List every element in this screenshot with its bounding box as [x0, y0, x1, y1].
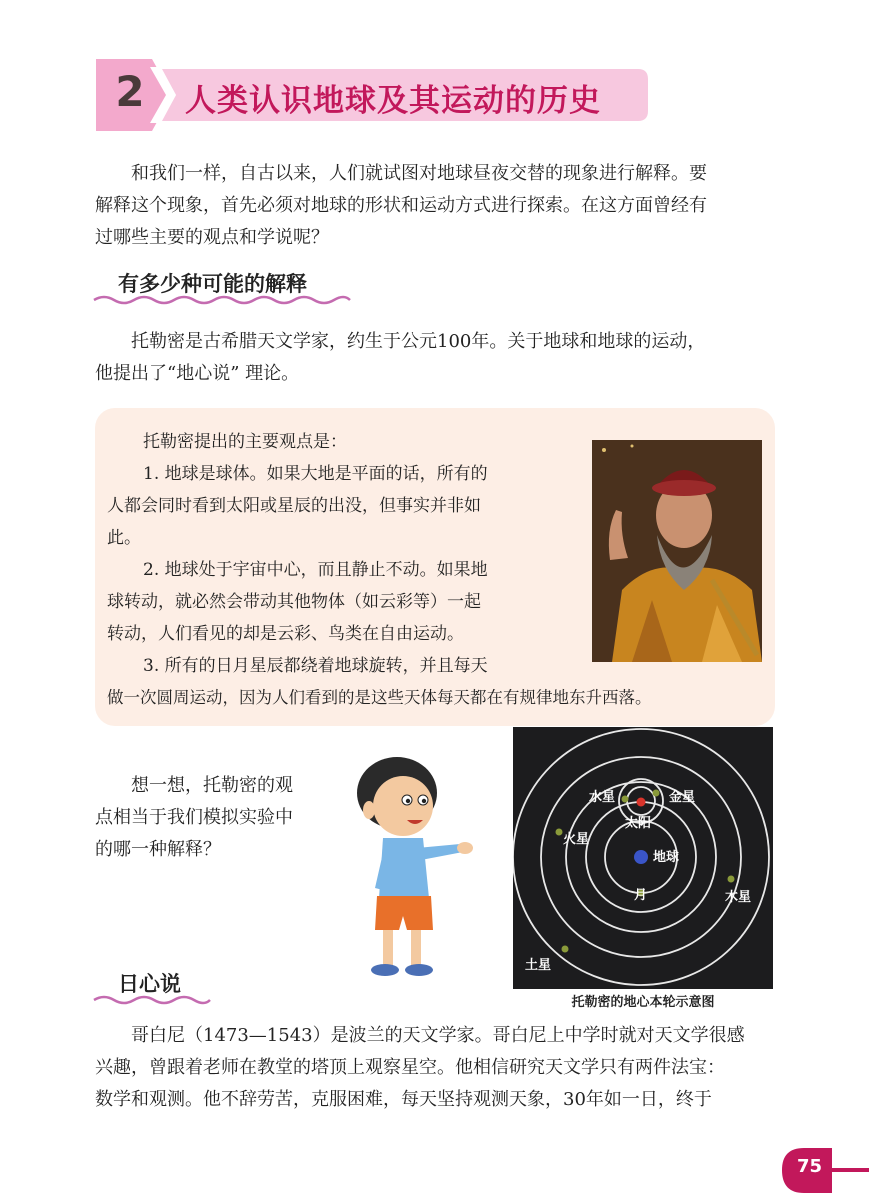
box-line: 2. 地球处于宇宙中心，而且静止不动。如果地 [143, 560, 488, 580]
section-heading-text: 有多少种可能的解释 [118, 272, 307, 296]
box-line: 球转动，就必然会带动其他物体（如云彩等）一起 [107, 592, 481, 612]
page-tab-shape [782, 1148, 869, 1193]
ptolemy-line: 托勒密是古希腊天文学家，约生于公元100年。关于地球和地球的运动， [131, 331, 706, 352]
copernicus-paragraph [95, 1020, 795, 1116]
label-jupiter: 木星 [725, 890, 752, 905]
intro-line: 和我们一样，自古以来，人们就试图对地球昼夜交替的现象进行解释。要 [131, 163, 707, 184]
think-line: 想一想，托勒密的观 [131, 775, 293, 796]
section-heading-text: 日心说 [118, 972, 181, 996]
page-number: 75 [797, 1156, 823, 1177]
chapter-number: 2 [115, 67, 145, 116]
think-line: 的哪一种解释？ [95, 839, 221, 860]
label-saturn: 土星 [525, 958, 552, 973]
mercury-dot [622, 796, 629, 803]
box-line: 3. 所有的日月星辰都绕着地球旋转，并且每天 [143, 656, 488, 676]
intro-line: 过哪些主要的观点和学说呢？ [95, 227, 329, 248]
sun-dot [637, 798, 646, 807]
box-line: 转动，人们看见的却是云彩、鸟类在自由运动。 [107, 624, 464, 644]
copernicus-line: 哥白尼（1473—1543）是波兰的天文学家。哥白尼上中学时就对天文学很感 [131, 1025, 745, 1046]
chapter-header [90, 55, 650, 135]
box-line: 做一次圆周运动，因为人们看到的是这些天体每天都在有规律地东升西落。 [107, 688, 652, 707]
mars-dot [556, 829, 563, 836]
page-number-tab [782, 1148, 869, 1193]
geocentric-diagram [513, 727, 773, 989]
copernicus-line: 兴趣，曾跟着老师在教堂的塔顶上观察星空。他相信研究天文学只有两件法宝： [95, 1057, 725, 1078]
cartoon-boy-illustration [345, 748, 475, 983]
box-line: 此。 [107, 528, 141, 548]
saturn-dot [562, 946, 569, 953]
intro-line: 解释这个现象，首先必须对地球的形状和运动方式进行探索。在这方面曾经有 [95, 195, 707, 216]
label-mars: 火星 [563, 832, 590, 847]
earth-dot [634, 850, 648, 864]
box-line: 1. 地球是球体。如果大地是平面的话，所有的 [143, 464, 488, 484]
chapter-title: 人类认识地球及其运动的历史 [185, 83, 601, 119]
venus-dot [653, 790, 660, 797]
diagram-caption: 托勒密的地心本轮示意图 [571, 995, 715, 1010]
label-earth: 地球 [653, 850, 680, 865]
ptolemy-paragraph [95, 326, 785, 390]
label-moon: 月 [634, 888, 648, 903]
think-line: 点相当于我们模拟实验中 [95, 807, 293, 828]
copernicus-line: 数学和观测。他不辞劳苦，克服困难，每天坚持观测天象，30年如一日，终于 [95, 1089, 712, 1110]
ptolemy-line: 他提出了“地心说” 理论。 [95, 363, 300, 384]
jupiter-dot [728, 876, 735, 883]
wavy-underline [92, 292, 352, 306]
label-sun: 太阳 [625, 816, 652, 831]
wavy-underline [92, 992, 212, 1006]
think-question [95, 770, 345, 866]
intro-paragraph [95, 158, 785, 254]
ptolemy-portrait [592, 440, 762, 662]
box-line: 人都会同时看到太阳或星辰的出没，但事实并非如 [107, 496, 481, 516]
label-mercury: 水星 [589, 790, 616, 805]
box-line: 托勒密提出的主要观点是： [143, 432, 347, 452]
label-venus: 金星 [669, 790, 696, 805]
